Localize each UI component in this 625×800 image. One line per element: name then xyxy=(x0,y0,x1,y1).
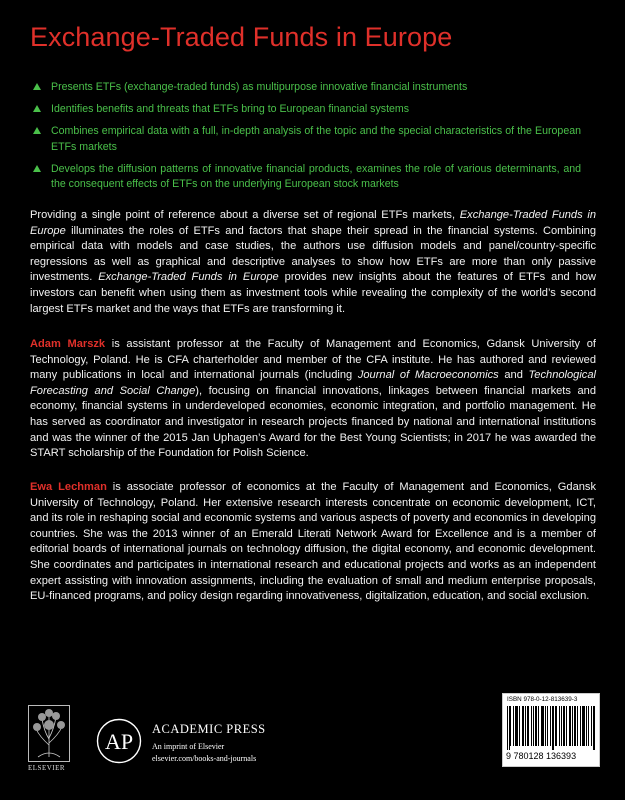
barcode-bar xyxy=(577,706,578,746)
feature-bullet: Develops the diffusion patterns of innovative financial products, examines the role of various determinants, and the consequent effects of ETFs on the underlying European stock markets xyxy=(33,162,581,192)
barcode-bar xyxy=(545,706,546,746)
barcode-bar xyxy=(516,706,517,746)
triangle-bullet-icon xyxy=(33,165,41,172)
barcode-bar xyxy=(515,706,516,746)
barcode-bar xyxy=(542,706,543,746)
barcode-bar xyxy=(583,706,584,746)
barcode-bar xyxy=(582,706,583,746)
barcode-bar xyxy=(525,706,526,746)
barcode-bar xyxy=(586,706,587,746)
barcode-bar xyxy=(522,706,523,746)
barcode-bar xyxy=(531,706,532,746)
barcode-number: 9 780128 136393 xyxy=(506,751,577,761)
barcode-bar xyxy=(593,706,594,750)
barcode-bar xyxy=(519,706,520,746)
triangle-bullet-icon xyxy=(33,83,41,90)
barcode-bar xyxy=(580,706,581,746)
publisher-name: ACADEMIC PRESS xyxy=(152,722,266,736)
description-paragraph: Providing a single point of reference about a diverse set of regional ETFs markets, Exchange-Traded Funds in Europe illuminates the roles of ETFs and factors that shape their spread in the financial systems. Combining empirical data with models and case studies, the authors use diffusion models and panel/country-specific regressions as well as graphical and descriptive analyses to show how ETFs are more than only passive investments. Exchange-Traded Funds in Europe provides new insights about the features of ETFs and how investors can benefit when using them as investment tools while revealing the complexity of the world’s second largest ETFs market and the ways that ETFs are transforming it. xyxy=(30,209,596,315)
publisher-imprint: An imprint of Elsevier xyxy=(152,742,225,751)
author-bio-ewa-lechman: Ewa Lechman is associate professor of economics at the Faculty of Management and Economics, Gdansk University of Technology, Poland. Her extensive research interests concentrate on economic development, ICT, and its role in reshaping social and economic systems and various aspects of poverty and economics in developing countries. She was the 2013 winner of an Emerald Literati Network Award for Excellence and is a member of editorial boards of international journals on technology diffusion, the digital economy, and economic development. She coordinates and participates in international research and educational projects and works as an independent expert assisting with innovation assignments, including the evaluation of small and medium enterprise proposals, EU-financed programs, and policy design regarding innovativeness, digitalization, education, and social exclusion. xyxy=(30,481,596,603)
triangle-bullet-icon xyxy=(33,127,41,134)
author-bio-adam-marszk: Adam Marszk is assistant professor at the Faculty of Management and Economics, Gdansk University of Technology, Poland. He is CFA charterholder and member of the CFA institute. He has authored and reviewed many publications in local and international journals (including Journal of Macroeconomics and Technological Forecasting and Social Change), focusing on financial innovations, linkages between financial markets and economy, financial systems in underdeveloped economies, economic integration, and portfolio management. He has served as coordinator and investigator in research projects financed by national and international institutions and was the winner of the 2015 Jan Uphagen’s Award for the Best Young Scientists; in 2017 he was awarded the START scholarship of the Foundation for Polish Science. xyxy=(30,338,596,460)
barcode-bar xyxy=(523,706,524,746)
barcode-bar xyxy=(588,706,589,746)
barcode-bar xyxy=(574,706,575,746)
barcode-bar xyxy=(513,706,514,746)
barcode-bar xyxy=(541,706,542,746)
barcode-bar xyxy=(564,706,565,746)
academic-press-logo xyxy=(96,718,142,764)
barcode-bar xyxy=(570,706,571,746)
barcode-bar xyxy=(559,706,560,746)
barcode-bar xyxy=(563,706,564,746)
barcode-bar xyxy=(538,706,539,746)
barcode-bar xyxy=(509,706,510,750)
barcode-bar xyxy=(552,706,553,750)
ap-monogram-text: AP xyxy=(104,729,134,754)
feature-bullet-list xyxy=(33,80,581,199)
barcode-bar xyxy=(555,706,556,746)
feature-bullet: Identifies benefits and threats that ETFs bring to European financial systems xyxy=(33,102,581,117)
barcode-bar xyxy=(510,706,511,746)
author-name: Adam Marszk xyxy=(30,338,106,350)
book-title: Exchange-Traded Funds in Europe xyxy=(30,22,453,52)
publisher-url: elsevier.com/books-and-journals xyxy=(152,754,257,763)
isbn-label: ISBN 978-0-12-813639-3 xyxy=(507,696,578,703)
barcode-bar xyxy=(517,706,518,746)
barcode-bar xyxy=(575,706,576,746)
barcode-bar xyxy=(527,706,528,746)
barcode-bar xyxy=(528,706,529,746)
author-name: Ewa Lechman xyxy=(30,481,107,493)
barcode-bar xyxy=(507,706,508,750)
barcode-bar xyxy=(547,706,548,746)
isbn-barcode xyxy=(502,693,600,767)
barcode-bar xyxy=(553,706,554,750)
barcode-bars xyxy=(507,706,597,750)
barcode-bar xyxy=(543,706,544,746)
barcode-bar xyxy=(556,706,557,746)
barcode-bar xyxy=(591,706,592,746)
barcode-bar xyxy=(561,706,562,746)
feature-bullet: Presents ETFs (exchange-traded funds) as multipurpose innovative financial instruments xyxy=(33,80,581,95)
barcode-bar xyxy=(536,706,537,746)
barcode-bar xyxy=(550,706,551,746)
barcode-bar xyxy=(594,706,595,750)
triangle-bullet-icon xyxy=(33,105,41,112)
barcode-bar xyxy=(569,706,570,746)
barcode-bar xyxy=(572,706,573,746)
feature-bullet: Combines empirical data with a full, in-depth analysis of the topic and the special characteristics of the European ETFs markets xyxy=(33,124,581,154)
elsevier-label: ELSEVIER xyxy=(28,764,66,772)
barcode-bar xyxy=(533,706,534,746)
barcode-bar xyxy=(584,706,585,746)
barcode-bar xyxy=(535,706,536,746)
elsevier-tree-logo xyxy=(28,705,70,767)
barcode-bar xyxy=(566,706,567,746)
